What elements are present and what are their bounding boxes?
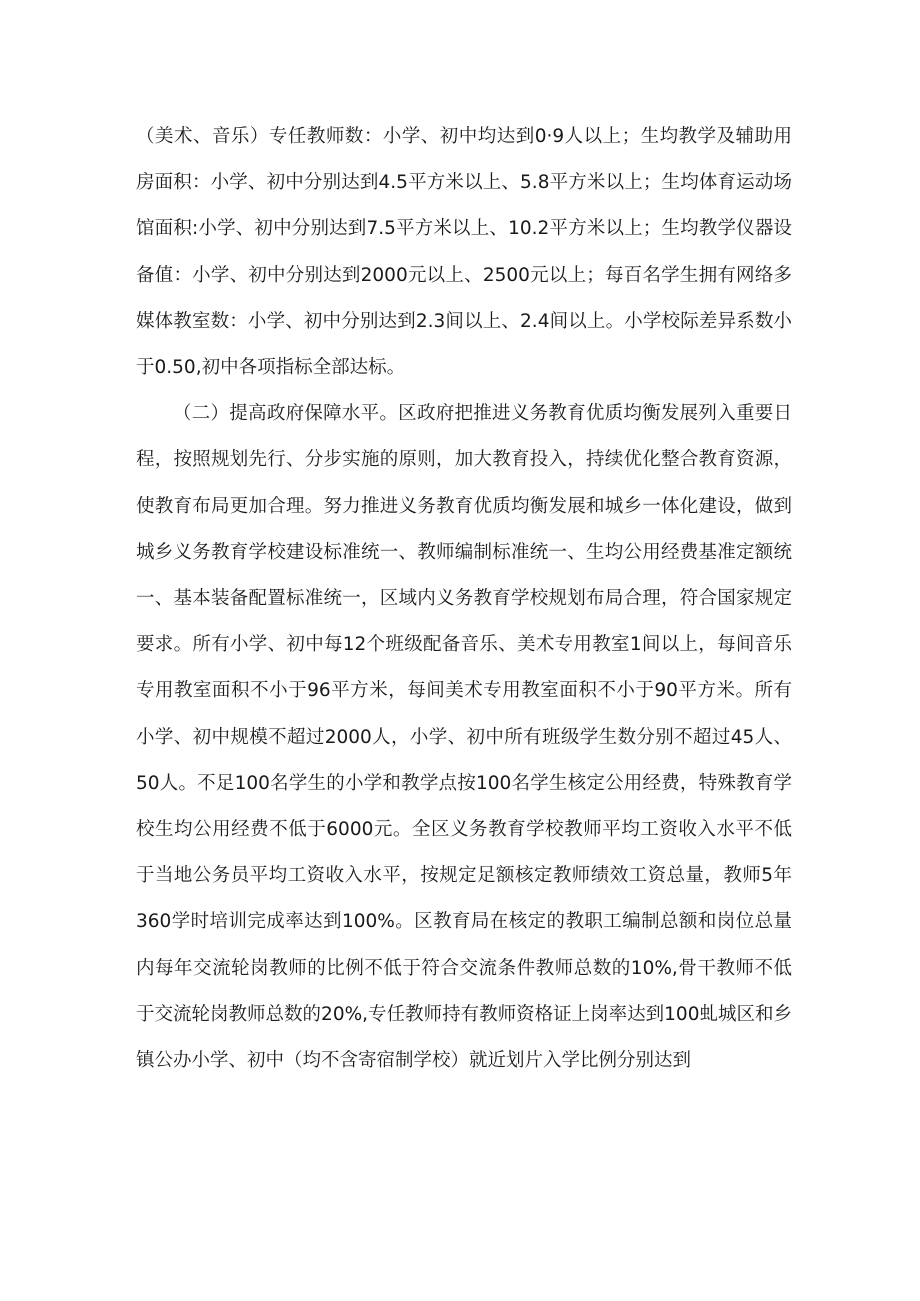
paragraph-continuation: （美术、音乐）专任教师数：小学、初中均达到0·9人以上；生均教学及辅助用房面积：小学、初中分别达到4.5平方米以上、5.8平方米以上；生均体育运动场馆面积:小学、初中分别达到7.5平方米以上、10.2平方米以上；生均教学仪器设备值：小学、初中分别达到2000元以上、2500元以上；每百名学生拥有网络多媒体教室数：小学、初中分别达到2.3间以上、2.4间以上。小学校际差异系数小于0.50,初中各项指标全部达标。 [136,126,792,379]
document-body [136,114,792,1084]
paragraph-government-guarantee: （二）提高政府保障水平。区政府把推进义务教育优质均衡发展列入重要日程，按照规划先行、分步实施的原则，加大教育投入，持续优化整合教育资源，使教育布局更加合理。努力推进义务教育优质均衡发展和城乡一体化建设，做到城乡义务教育学校建设标准统一、教师编制标准统一、生均公用经费基准定额统一、基本装备配置标准统一，区域内义务教育学校规划布局合理，符合国家规定要求。所有小学、初中每12个班级配备音乐、美术专用教室1间以上，每间音乐专用教室面积不小于96平方米，每间美术专用教室面积不小于90平方米。所有小学、初中规模不超过2000人，小学、初中所有班级学生数分别不超过45人、50人。不足100名学生的小学和教学点按100名学生核定公用经费，特殊教育学校生均公用经费不低于6000元。全区义务教育学校教师平均工资收入水平不低于当地公务员平均工资收入水平，按规定足额核定教师绩效工资总量，教师5年360学时培训完成率达到100%。区教育局在核定的教职工编制总额和岗位总量内每年交流轮岗教师的比例不低于符合交流条件教师总数的10%,骨干教师不低于交流轮岗教师总数的20%,专任教师持有教师资格证上岗率达到100虬城区和乡镇公办小学、初中（均不含寄宿制学校）就近划片入学比例分别达到 [136,403,792,1072]
